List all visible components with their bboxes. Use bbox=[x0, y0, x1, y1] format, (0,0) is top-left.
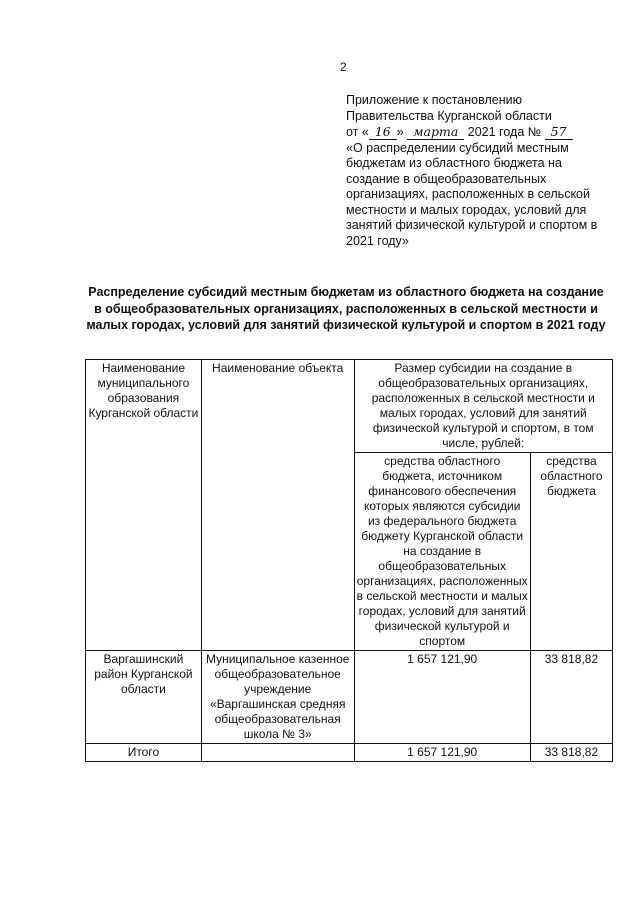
cell-federal: 1 657 121,90 bbox=[354, 651, 530, 744]
table-total-row bbox=[86, 744, 613, 762]
total-label: Итого bbox=[86, 744, 202, 762]
date-prefix: от « bbox=[346, 125, 369, 139]
total-regional: 33 818,82 bbox=[530, 744, 612, 762]
cell-regional: 33 818,82 bbox=[530, 651, 612, 744]
cell-municipality: Варгашинский район Курганской области bbox=[86, 651, 202, 744]
appendix-date-line bbox=[346, 124, 616, 141]
header-regional-funds: средства областного бюджета bbox=[530, 453, 612, 651]
table-row bbox=[86, 651, 613, 744]
decree-number: 57 bbox=[545, 124, 573, 140]
subsidy-table bbox=[85, 359, 613, 762]
appendix-subject: «О распределении субсидий местным бюджетам из областного бюджета на создание в общеобразовательных организациях, расположенных в сельской местности и малых городах, условий для занятий физической культурой и спортом в 2021 году» bbox=[346, 140, 598, 248]
date-month: марта bbox=[407, 124, 464, 140]
header-subsidy: Размер субсидии на создание в общеобразовательных организациях, расположенных в сельской местности и малых городах, условий для занятий физической культурой и спортом, в том числе, рублей: bbox=[354, 360, 612, 453]
header-municipality: Наименование муниципального образования Курганской области bbox=[86, 360, 202, 651]
appendix-line-2: Правительства Курганской области bbox=[346, 108, 552, 123]
date-mid: » bbox=[396, 125, 404, 139]
page-number: 2 bbox=[340, 60, 347, 74]
header-federal-funds: средства областного бюджета, источником финансового обеспечения которых являются субсидии из федерального бюджета бюджету Курганской области на создание в общеобразовательных организациях, расположенных в сельской местности и малых городах, условий для занятий физической культурой и спортом bbox=[354, 453, 530, 651]
document-title: Распределение субсидий местным бюджетам из областного бюджета на создание в общеобразовательных организациях, расположенных в сельской местности и малых городах, условий для занятий физической культурой и спортом в 2021 году bbox=[86, 285, 606, 332]
date-day: 16 bbox=[369, 124, 397, 140]
header-object: Наименование объекта bbox=[201, 360, 354, 651]
cell-object: Муниципальное казенное общеобразовательное учреждение «Варгашинская средняя общеобразовательная школа № 3» bbox=[201, 651, 354, 744]
table-header-row bbox=[86, 360, 613, 453]
appendix-line-1: Приложение к постановлению bbox=[346, 93, 522, 107]
date-year: 2021 года № bbox=[467, 125, 542, 139]
appendix-header bbox=[346, 93, 616, 249]
total-federal: 1 657 121,90 bbox=[354, 744, 530, 762]
total-empty-cell bbox=[201, 744, 354, 762]
